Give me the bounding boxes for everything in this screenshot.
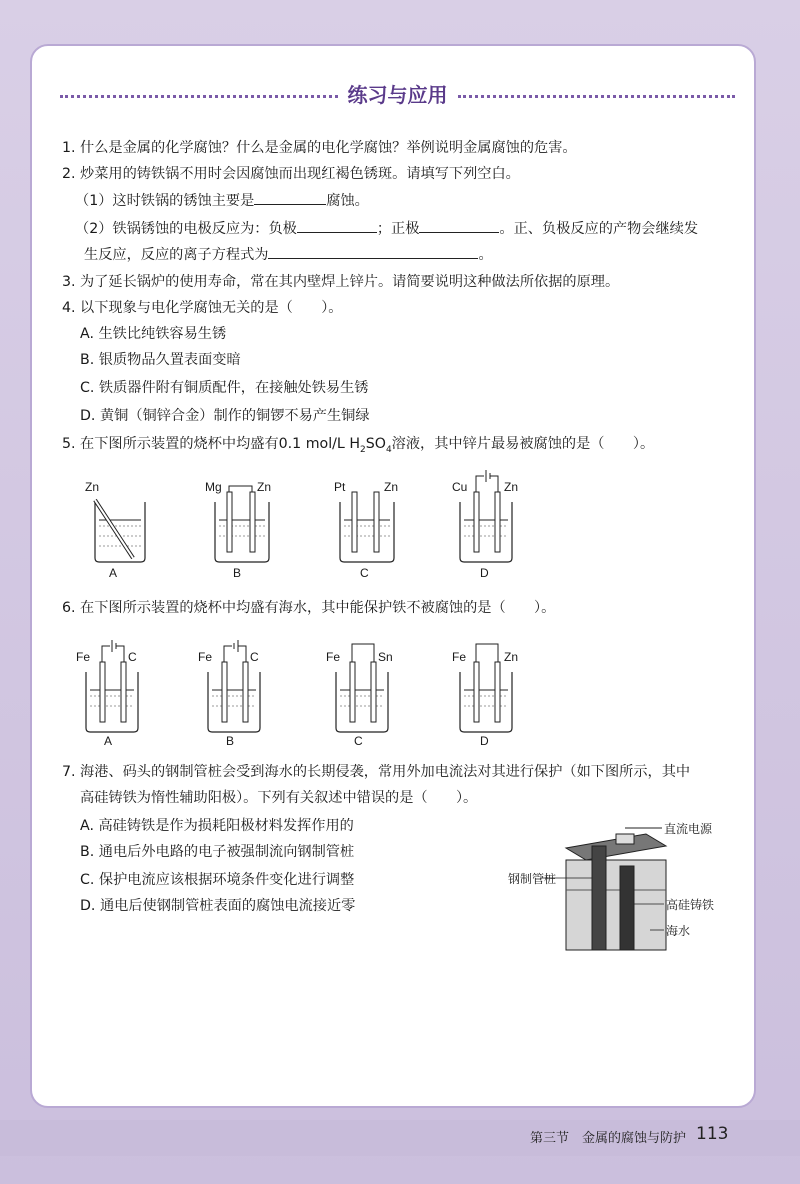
footer-section-title: 第三节 金属的腐蚀与防护 bbox=[530, 1131, 687, 1146]
figure-letter: B bbox=[226, 734, 235, 748]
option-d: D. 黄铜（铜锌合金）制作的铜锣不易产生铜绿 bbox=[80, 408, 370, 424]
figure-letter: D bbox=[480, 734, 489, 748]
question-text: 为了延长锅炉的使用寿命，常在其内壁焊上锌片。请简要说明这种做法所依据的原理。 bbox=[80, 274, 620, 290]
electrode-label: Zn bbox=[384, 480, 399, 494]
question-text: 在下图所示装置的烧杯中均盛有0.1 mol/L H bbox=[80, 436, 361, 452]
question-number: 4. bbox=[62, 300, 76, 316]
beaker-diagram bbox=[334, 480, 414, 580]
question-7-cont bbox=[80, 788, 477, 808]
part-text: ；正极 bbox=[376, 221, 420, 237]
question-number: 7. bbox=[62, 764, 76, 780]
question-text: SO bbox=[365, 436, 386, 452]
header-dots-right bbox=[458, 95, 736, 98]
electrode-label: Zn bbox=[504, 650, 519, 664]
electrode-label: C bbox=[250, 650, 259, 664]
beaker-diagram bbox=[452, 466, 532, 580]
beaker-diagram bbox=[198, 634, 278, 750]
cathodic-protection-diagram bbox=[500, 810, 740, 960]
electrode-label: Fe bbox=[326, 650, 341, 664]
option-d: D. 通电后使钢制管桩表面的腐蚀电流接近零 bbox=[80, 898, 356, 914]
label-steel-pile: 钢制管桩 bbox=[508, 872, 557, 886]
question-2 bbox=[62, 164, 520, 184]
question-text: 高硅铸铁为惰性辅助阳极）。下列有关叙述中错误的是（ ）。 bbox=[80, 790, 478, 806]
label-power-source: 直流电源 bbox=[664, 822, 713, 836]
question-number: 3. bbox=[62, 274, 76, 290]
electrode-label: Fe bbox=[452, 650, 467, 664]
q6-figure-c bbox=[326, 634, 406, 750]
question-number: 1. bbox=[62, 140, 76, 156]
question-number: 5. bbox=[62, 436, 76, 452]
electrode-label: Mg bbox=[205, 480, 222, 494]
electrode-label: Fe bbox=[198, 650, 213, 664]
option-a: A. 生铁比纯铁容易生锈 bbox=[80, 326, 227, 342]
subscript: 2 bbox=[360, 444, 366, 455]
q6-figure-b bbox=[198, 634, 278, 750]
question-number: 6. bbox=[62, 600, 76, 616]
q5-figure-a bbox=[85, 480, 165, 580]
beaker-diagram bbox=[452, 634, 532, 750]
question-text: 海港、码头的钢制管桩会受到海水的长期侵袭，常用外加电流法对其进行保护（如下图所示，其中 bbox=[80, 764, 691, 780]
q6-figure-d bbox=[452, 634, 532, 750]
question-1 bbox=[62, 138, 577, 158]
section-header bbox=[60, 78, 735, 108]
question-text: 在下图所示装置的烧杯中均盛有海水，其中能保护铁不被腐蚀的是（ ）。 bbox=[80, 600, 556, 616]
header-dots-left bbox=[60, 95, 338, 98]
electrode-label: Zn bbox=[504, 480, 519, 494]
part-text: 。 bbox=[478, 247, 493, 263]
figure-letter: C bbox=[360, 566, 369, 580]
figure-letter: D bbox=[480, 566, 489, 580]
electrode-label: Sn bbox=[378, 650, 393, 664]
electrode-label: C bbox=[128, 650, 137, 664]
option-a: A. 高硅铸铁是作为损耗阳极材料发挥作用的 bbox=[80, 818, 354, 834]
q5-figure-c bbox=[334, 480, 414, 580]
answer-blank bbox=[254, 190, 326, 205]
electrode-label: Pt bbox=[334, 480, 346, 494]
option-b: B. 通电后外电路的电子被强制流向钢制管桩 bbox=[80, 844, 355, 860]
q6-figure-a bbox=[76, 634, 156, 750]
subscript: 4 bbox=[385, 444, 392, 455]
page-number: 113 bbox=[696, 1124, 729, 1144]
electrode-label: Zn bbox=[257, 480, 272, 494]
part-text: 腐蚀。 bbox=[326, 193, 369, 209]
part-text: 。正、负极反应的产物会继续发 bbox=[499, 221, 699, 237]
question-3 bbox=[62, 272, 619, 292]
part-text: （1）这时铁锅的锈蚀主要是 bbox=[75, 193, 255, 209]
part-text: 生反应，反应的离子方程式为 bbox=[84, 247, 269, 263]
question-2-part-2 bbox=[75, 218, 698, 239]
answer-blank bbox=[419, 218, 499, 233]
question-5 bbox=[62, 434, 654, 460]
question-text: 什么是金属的化学腐蚀？什么是金属的电化学腐蚀？举例说明金属腐蚀的危害。 bbox=[80, 140, 577, 156]
question-text: 炒菜用的铸铁锅不用时会因腐蚀而出现红褐色锈斑。请填写下列空白。 bbox=[80, 166, 520, 182]
question-number: 2. bbox=[62, 166, 76, 182]
beaker-diagram bbox=[85, 480, 165, 580]
answer-blank bbox=[297, 218, 377, 233]
question-2-part-2-cont bbox=[84, 244, 493, 265]
question-7 bbox=[62, 762, 690, 782]
figure-letter: A bbox=[109, 566, 118, 580]
question-2-part-1 bbox=[75, 190, 369, 211]
beaker-diagram bbox=[205, 480, 285, 580]
figure-letter: A bbox=[104, 734, 113, 748]
q5-figure-b bbox=[205, 480, 285, 580]
question-text: 溶液，其中锌片最易被腐蚀的是（ ）。 bbox=[391, 436, 655, 452]
option-c: C. 铁质器件附有铜质配件，在接触处铁易生锈 bbox=[80, 380, 369, 396]
section-title: 练习与应用 bbox=[347, 82, 448, 107]
question-4 bbox=[62, 298, 342, 318]
label-seawater: 海水 bbox=[666, 924, 691, 938]
figure-letter: B bbox=[233, 566, 242, 580]
label-anode: 高硅铸铁 bbox=[666, 898, 715, 912]
electrode-label: Fe bbox=[76, 650, 91, 664]
part-text: （2）铁锅锈蚀的电极反应为：负极 bbox=[75, 221, 297, 237]
beaker-diagram bbox=[326, 634, 406, 750]
option-b: B. 银质物品久置表面变暗 bbox=[80, 352, 241, 368]
question-text: 以下现象与电化学腐蚀无关的是（ ）。 bbox=[80, 300, 343, 316]
question-6 bbox=[62, 598, 555, 618]
beaker-diagram bbox=[76, 634, 156, 750]
q5-figure-d bbox=[452, 466, 532, 580]
electrode-label: Cu bbox=[452, 480, 468, 494]
answer-blank bbox=[268, 244, 478, 259]
electrode-label: Zn bbox=[85, 480, 100, 494]
option-c: C. 保护电流应该根据环境条件变化进行调整 bbox=[80, 872, 355, 888]
figure-letter: C bbox=[354, 734, 363, 748]
